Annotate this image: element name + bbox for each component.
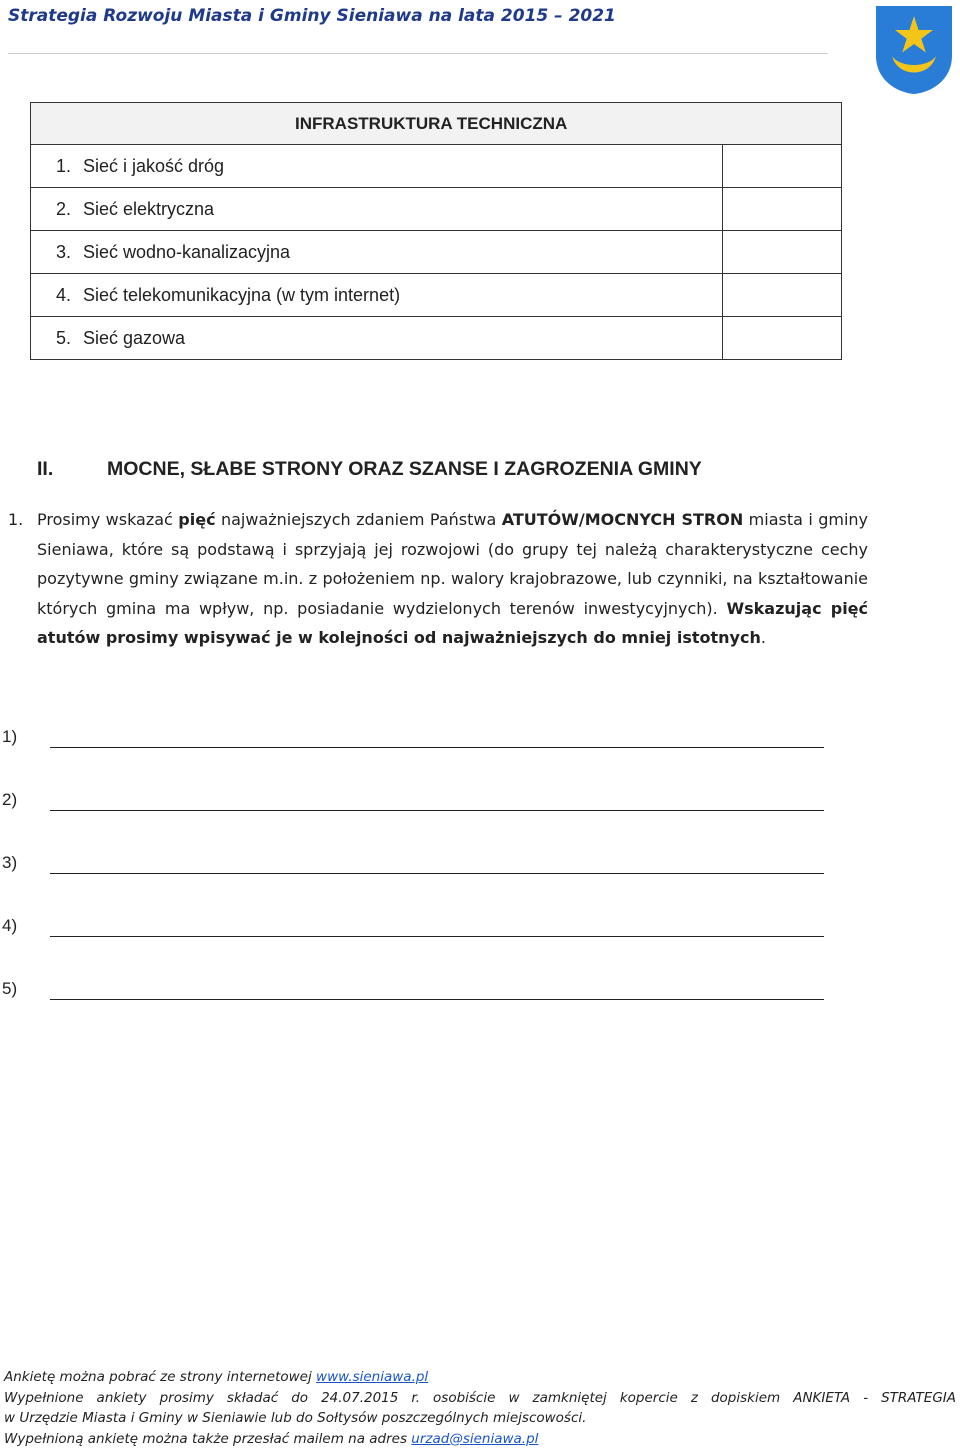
row-label: Sieć telekomunikacyjna (w tym internet) <box>75 274 723 317</box>
footer-download-line <box>4 1367 956 1388</box>
row-label: Sieć wodno-kanalizacyjna <box>75 231 723 274</box>
row-number: 5. <box>31 317 75 360</box>
table-row <box>31 145 842 188</box>
rating-cell[interactable] <box>723 145 842 188</box>
answer-blank[interactable] <box>50 936 824 937</box>
email-link[interactable]: urzad@sieniawa.pl <box>411 1430 539 1447</box>
answer-number: 5) <box>2 979 18 998</box>
footer-office-line: w Urzędzie Miasta i Gminy w Sieniawie lub do Sołtysów poszczególnych miejscowości. <box>4 1410 587 1427</box>
question-text-bold: pięć <box>178 510 216 529</box>
section-number: II. <box>37 458 54 480</box>
section-heading <box>37 458 702 481</box>
question-text-part: . <box>760 628 766 647</box>
section-title: MOCNE, SŁABE STRONY ORAZ SZANSE I ZAGROZENIA GMINY <box>107 458 702 480</box>
question-text <box>37 505 868 653</box>
question-text-part: miasta i gminy Sieniawa, które są podstawą i sprzyjają jej rozwojowi (do grupy tej należą charakterystyczne cechy pozytywne gminy związane m.in. z położeniem np. walory krajobrazowe, lub czynniki, na kształtowanie których gmina ma wpływ, np. posiadanie wydzielonych terenów inwestycyjnych). <box>37 510 868 618</box>
footer-email-line <box>4 1429 956 1450</box>
row-label: Sieć i jakość dróg <box>75 145 723 188</box>
document-footer <box>4 1367 956 1449</box>
rating-cell[interactable] <box>723 274 842 317</box>
question-text-bold: ATUTÓW/MOCNYCH STRON <box>501 510 744 529</box>
question-text-part: Prosimy wskazać <box>37 510 179 529</box>
question-text-part: najważniejszych zdaniem Państwa <box>215 510 502 529</box>
question-number: 1. <box>8 510 24 529</box>
website-link[interactable]: www.sieniawa.pl <box>316 1369 429 1385</box>
table-row <box>31 188 842 231</box>
answer-blank[interactable] <box>50 747 824 748</box>
answer-blank[interactable] <box>50 873 824 874</box>
table-row <box>31 231 842 274</box>
row-number: 3. <box>31 231 75 274</box>
table-title: INFRASTRUKTURA TECHNICZNA <box>31 103 842 145</box>
footer-deadline-line: Wypełnione ankiety prosimy składać do 24.07.2015 r. osobiście w zamkniętej kopercie z dopiskiem ANKIETA - STRATEGIA <box>4 1389 956 1406</box>
table-row <box>31 274 842 317</box>
row-number: 4. <box>31 274 75 317</box>
table-header-row <box>31 103 842 145</box>
table-row <box>31 317 842 360</box>
answer-number: 2) <box>2 790 18 809</box>
answer-number: 1) <box>2 727 18 746</box>
header-divider <box>8 53 828 54</box>
row-number: 2. <box>31 188 75 231</box>
answer-number: 3) <box>2 853 18 872</box>
rating-cell[interactable] <box>723 188 842 231</box>
footer-text: Wypełnioną ankietę można także przesłać mailem na adres <box>4 1430 412 1447</box>
document-header-title: Strategia Rozwoju Miasta i Gminy Sieniawa na lata 2015 – 2021 <box>8 6 616 26</box>
municipality-coat-of-arms-logo <box>874 4 954 96</box>
row-number: 1. <box>31 145 75 188</box>
question-1 <box>8 505 868 653</box>
rating-cell[interactable] <box>723 231 842 274</box>
answer-number: 4) <box>2 916 18 935</box>
answer-blank[interactable] <box>50 810 824 811</box>
question-text-bold: Wskazując pięć atutów prosimy wpisywać je w kolejności od najważniejszych do mniej istotnych <box>37 598 869 647</box>
answer-blank[interactable] <box>50 999 824 1000</box>
footer-text: Ankietę można pobrać ze strony internetowej <box>4 1369 317 1385</box>
row-label: Sieć elektryczna <box>75 188 723 231</box>
row-label: Sieć gazowa <box>75 317 723 360</box>
infrastructure-rating-table <box>30 102 842 360</box>
rating-cell[interactable] <box>723 317 842 360</box>
